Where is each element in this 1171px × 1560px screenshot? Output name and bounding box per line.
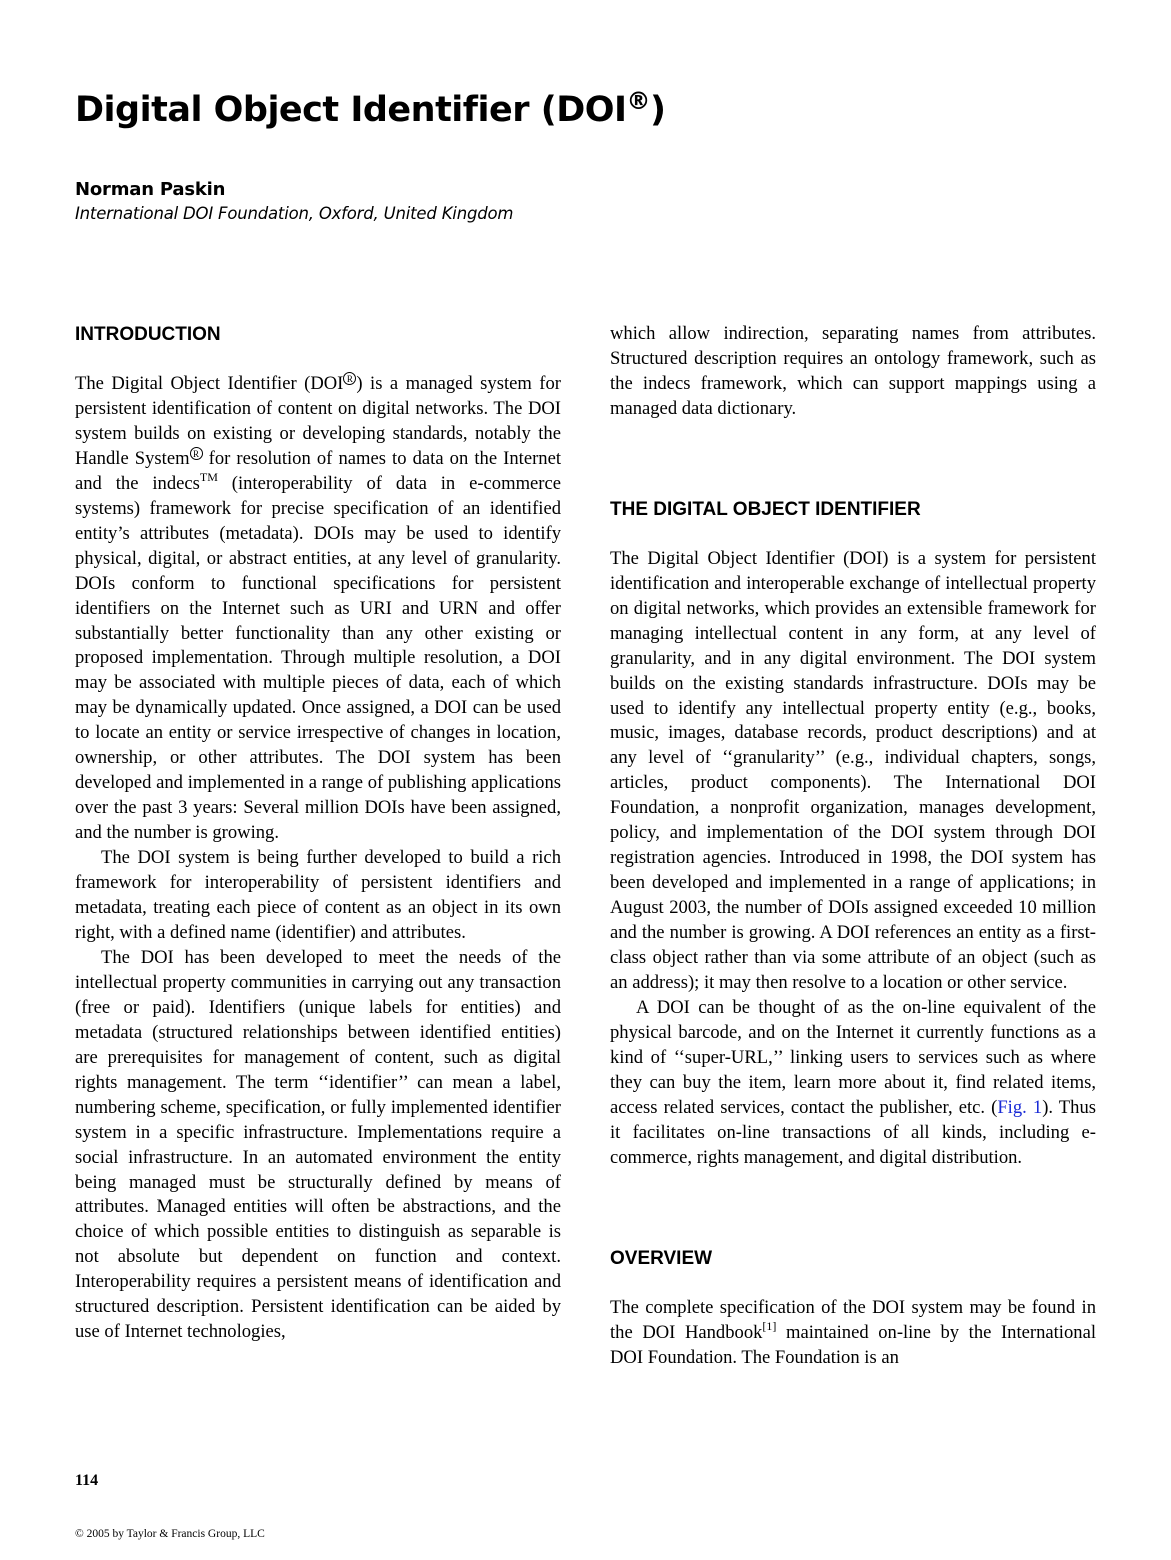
text-run: for resolution of names to data on the Internet and the indecs [75,447,561,494]
registered-icon: R [190,447,203,460]
section-heading-overview: OVERVIEW [610,1247,713,1269]
paragraph [610,1296,1096,1371]
text-run: maintained on-line by the International DOI Foundation. The Foundation is an [610,1321,1096,1368]
section-heading-introduction: INTRODUCTION [75,324,221,345]
page-number: 114 [75,1472,99,1489]
text-run: ). Thus it facilitates on-line transactions of all kinds, including e-commerce, rights management, and digital distribution. [610,1096,1096,1168]
paragraph [75,372,561,846]
paragraph [610,996,1096,1171]
title-text: Digital Object Identifier (DOI [75,90,627,130]
author-affiliation: International DOI Foundation, Oxford, United Kingdom [75,204,514,223]
paragraph: The DOI system is being further developed to build a rich framework for interoperability of persistent identifiers and metadata, treating each piece of content as an object in its own right, with a defined name (identifier) and attributes. [75,847,561,943]
section-heading-digital-object-identifier: THE DIGITAL OBJECT IDENTIFIER [610,498,921,520]
figure-link[interactable]: Fig. 1 [997,1096,1043,1118]
copyright-notice: © 2005 by Taylor & Francis Group, LLC [75,1528,265,1540]
paragraph: The DOI has been developed to meet the needs of the intellectual property communities in carrying out any transaction (free or paid). Identifiers (unique labels for entities) and metadata (structured relationships between identified entities) are prerequisites for management of content, such as digital rights management. The term ‘‘identifier’’ can mean a label, numbering scheme, specification, or fully implemented identifier system in a specific infrastructure. Implementations require a social infrastructure. In an automated environment the entity being managed must be structurally defined by means of attributes. Managed entities will often be abstractions, and the choice of which possible entities to distinguish as separable is not absolute but dependent on function and context. Interoperability requires a persistent means of identification and structured description. Persistent identification can be aided by use of Internet technologies, [75,946,561,1343]
paragraph: which allow indirection, separating names from attributes. Structured description requires an ontology framework, such as the indecs framework, which can support mappings using a managed data dictionary. [610,323,1096,419]
reference-citation[interactable]: [1] [762,1318,777,1333]
author-name: Norman Paskin [75,179,226,200]
title-close: ) [650,90,666,130]
article-title [75,84,666,136]
paragraph: The Digital Object Identifier (DOI) is a system for persistent identification and interoperable exchange of intellectual property on digital networks, which provides an extensible framework for managing intellectual content in any form, at any level of granularity, and in any digital environment. The DOI system builds on the existing standards infrastructure. DOIs may be used to identify any intellectual property entity (e.g., books, music, images, database records, product descriptions) and at any level of ‘‘granularity’’ (e.g., individual chapters, songs, articles, product components). The International DOI Foundation, a nonprofit organization, manages development, policy, and implementation of the DOI system through DOI registration agencies. Introduced in 1998, the DOI system has been developed and implemented in a range of applications; in August 2003, the number of DOIs assigned exceeded 10 million and the number is growing. A DOI references an entity as a first-class object rather than via some attribute of an object (such as an address); it may then resolve to a location or other service. [610,547,1096,994]
text-run: (interoperability of data in e-commerce systems) framework for precise specification of an identified entity’s attributes (metadata). DOIs may be used to identify physical, digital, or abstract entities, at any level of granularity. DOIs conform to functional specifications for persistent identifiers on the Internet such as URI and URN and offer substantially better functionality than any other existing or proposed implementation. Through multiple resolution, a DOI may be associated with multiple pieces of data, each of which may be dynamically updated. Once assigned, a DOI can be used to locate an entity or service irrespective of changes in location, ownership, or other attributes. The DOI system has been developed and implemented in a range of publishing applications over the past 3 years: Several million DOIs have been assigned, and the number is growing. [75,472,561,844]
trademark-mark: TM [199,469,218,484]
text-run: ) is a managed system for persistent identification of content on digital networks. The DOI system builds on existing or developing standards, notably the Handle System [75,373,561,469]
registered-icon: R [343,372,356,385]
text-run: The Digital Object Identifier (DOI [75,373,344,394]
left-column [75,322,561,1345]
text-run: The complete specification of the DOI system may be found in the DOI Handbook [610,1296,1096,1343]
registered-mark: ® [626,87,651,115]
text-run: A DOI can be thought of as the on-line equivalent of the physical barcode, and on the Internet it currently functions as a kind of ‘‘super-URL,’’ linking users to services such as where they can buy the item, learn more about it, find related items, access related services, contact the publisher, etc. ( [610,996,1096,1118]
right-column [610,322,1096,1371]
